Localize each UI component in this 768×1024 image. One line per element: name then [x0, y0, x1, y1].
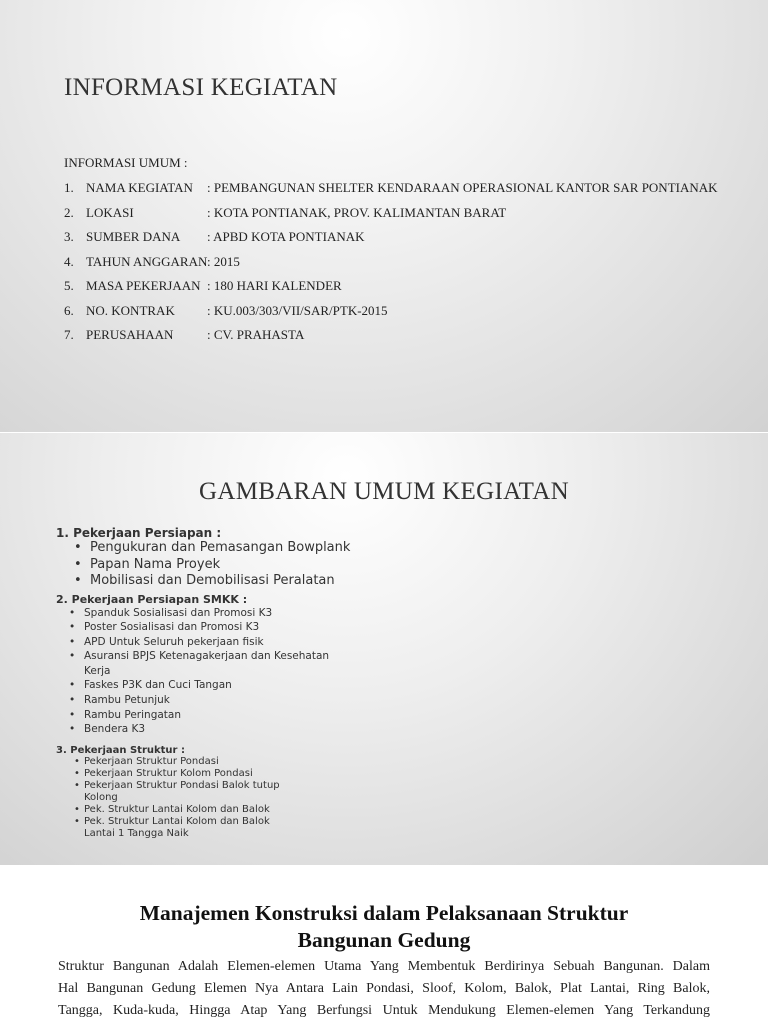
list-item: • Rambu Petunjuk: [56, 693, 350, 708]
info-value: : KOTA PONTIANAK, PROV. KALIMANTAN BARAT: [207, 204, 507, 220]
list-item: • Asuransi BPJS Ketenagakerjaan dan Kesehatan: [56, 649, 350, 664]
info-label: SUMBER DANA: [86, 229, 181, 244]
list-item: • Rambu Peringatan: [56, 708, 350, 723]
info-label: NAMA KEGIATAN: [86, 180, 193, 195]
info-label: TAHUN ANGGARAN: [86, 253, 208, 269]
list-item: • Bendera K3: [56, 722, 350, 737]
section-heading: 2. Pekerjaan Persiapan SMKK :: [56, 592, 248, 606]
slide1-title: INFORMASI KEGIATAN: [64, 74, 338, 101]
slide1-subheading: INFORMASI UMUM :: [64, 155, 188, 170]
info-num: 3.: [64, 229, 74, 244]
info-num: 6.: [64, 302, 74, 318]
info-label: NO. KONTRAK: [86, 302, 175, 318]
info-label: MASA PEKERJAAN: [86, 278, 201, 293]
info-label: LOKASI: [86, 204, 134, 220]
list-item-continuation: Kerja: [84, 664, 111, 677]
list-item: • Pekerjaan Struktur Pondasi Balok tutup: [56, 780, 350, 792]
list-item: • APD Untuk Seluruh pekerjaan fisik: [56, 635, 350, 650]
info-row: [64, 229, 718, 254]
section-heading: 1. Pekerjaan Persiapan :: [56, 526, 222, 540]
info-num: 2.: [64, 204, 74, 220]
list-item: • Poster Sosialisasi dan Promosi K3: [56, 620, 350, 635]
list-item: • Pekerjaan Struktur Kolom Pondasi: [56, 768, 350, 780]
info-row: [64, 205, 718, 230]
list-item: • Pek. Struktur Lantai Kolom dan Balok: [56, 804, 350, 816]
info-num: 4.: [64, 253, 74, 269]
body-line: Hal Bangunan Gedung Elemen Nya Antara Lain Pondasi, Sloof, Kolom, Balok, Plat Lantai, Ring Balok,: [58, 981, 710, 996]
info-row: [64, 254, 718, 279]
section-list: [56, 606, 350, 737]
info-value: : PEMBANGUNAN SHELTER KENDARAAN OPERASIONAL KANTOR SAR PONTIANAK: [207, 180, 718, 195]
list-item-continuation: Kolong: [84, 791, 118, 803]
info-value: : 2015: [207, 253, 240, 269]
body-line: Tangga, Kuda-kuda, Hingga Atap Yang Berfungsi Untuk Mendukung Elemen-elemen Yang Terkandung: [58, 1003, 710, 1018]
info-value: : 180 HARI KALENDER: [207, 278, 342, 293]
list-item-continuation: Lantai 1 Tangga Naik: [84, 827, 189, 839]
info-value: : KU.003/303/VII/SAR/PTK-2015: [207, 302, 388, 318]
list-item: • Pek. Struktur Lantai Kolom dan Balok: [56, 816, 350, 828]
document-title-line1: Manajemen Konstruksi dalam Pelaksanaan Struktur: [139, 901, 629, 925]
document-title: [40, 900, 728, 954]
info-label: PERUSAHAAN: [86, 327, 174, 342]
info-num: 7.: [64, 327, 74, 342]
list-item: • Pekerjaan Struktur Pondasi: [56, 756, 350, 768]
list-item: • Faskes P3K dan Cuci Tangan: [56, 678, 350, 693]
info-value: : CV. PRAHASTA: [207, 327, 305, 342]
work-sections: [56, 526, 350, 840]
info-row: [64, 327, 718, 352]
body-line: Struktur Bangunan Adalah Elemen-elemen Utama Yang Membentuk Berdirinya Sebuah Bangunan. Dalam: [58, 959, 710, 974]
section-heading: 3. Pekerjaan Struktur :: [56, 744, 185, 756]
info-value: : APBD KOTA PONTIANAK: [207, 229, 365, 244]
list-item: • Spanduk Sosialisasi dan Promosi K3: [56, 606, 350, 621]
list-item: • Mobilisasi dan Demobilisasi Peralatan: [56, 573, 350, 590]
section-list: [56, 756, 350, 840]
document-title-line2: Bangunan Gedung: [297, 928, 471, 952]
list-item: • Pengukuran dan Pemasangan Bowplank: [56, 540, 350, 557]
section-list: [56, 540, 350, 590]
info-num: 5.: [64, 278, 74, 293]
info-list: [64, 180, 718, 352]
slide2-title: GAMBARAN UMUM KEGIATAN: [199, 478, 569, 505]
info-num: 1.: [64, 180, 74, 195]
list-item: • Papan Nama Proyek: [56, 557, 350, 574]
info-row: [64, 278, 718, 303]
info-row: [64, 303, 718, 328]
info-row: [64, 180, 718, 205]
